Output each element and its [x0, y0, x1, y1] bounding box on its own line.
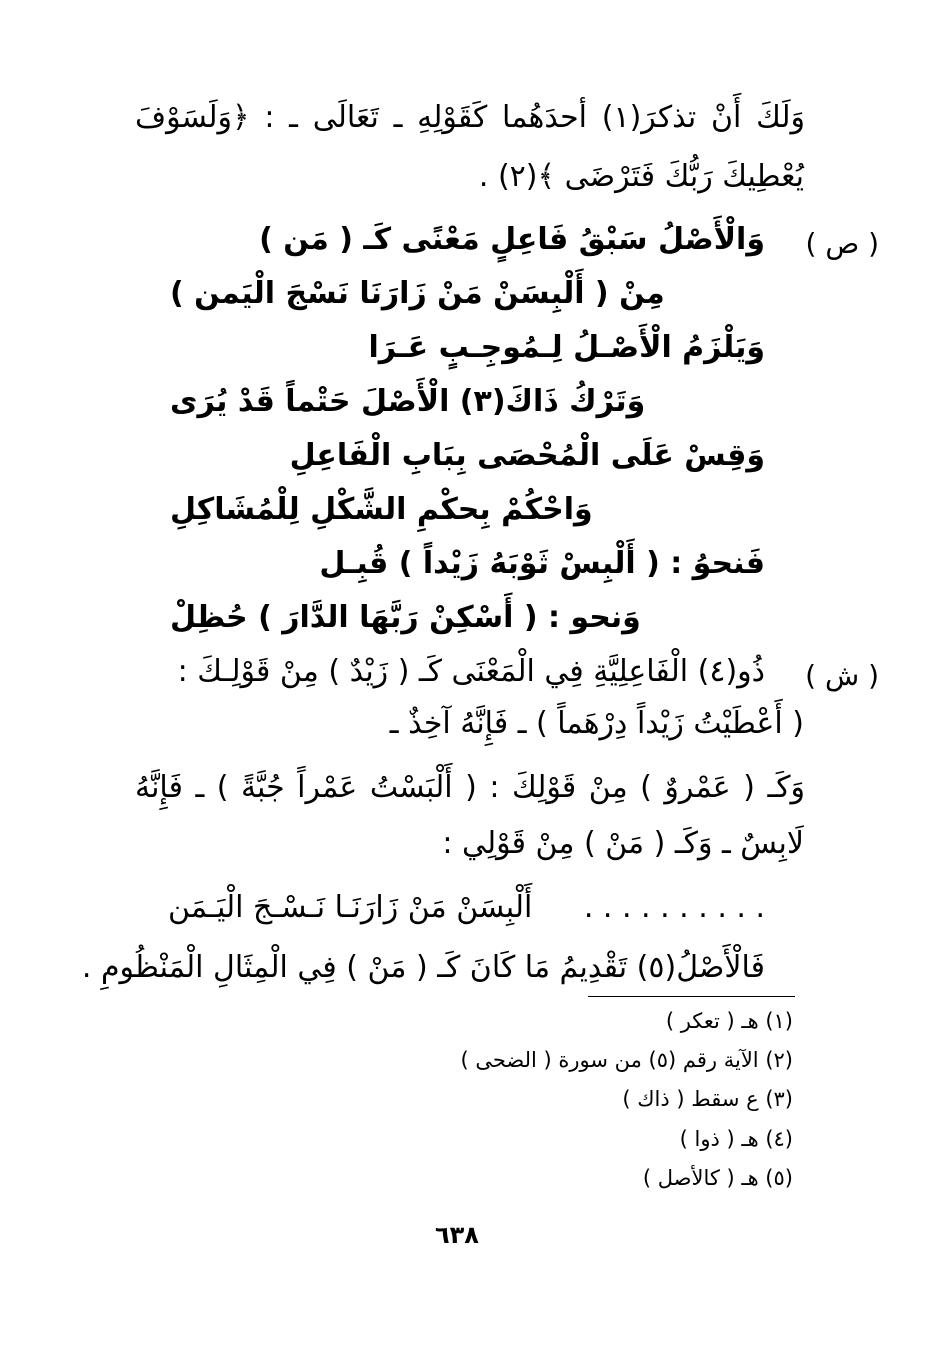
footnote-3: (٣) ع سقط ( ذاك ) [622, 1087, 793, 1111]
page-number: ٦٣٨ [435, 1221, 479, 1249]
intro-line-2: يُعْطِيكَ رَبُّكَ فَتَرْضَى ﴾(٢) . [478, 159, 804, 194]
verse-line-4: وَتَرْكُ ذَاكَ(٣) الْأَصْلَ حَتْماً قَدْ يُرَى [170, 384, 646, 419]
commentary-line-3: وَكَـ ( عَمْروٌ ) مِنْ قَوْلِكَ : ( أَلْبَسْتُ عَمْراً جُبَّةً ) ـ فَإِنَّهُ [135, 770, 805, 805]
verse-line-7: فَنحوُ : ( أَلْبِسْ ثَوْبَهُ زَيْداً ) قُبِـل [319, 546, 765, 581]
quoted-verse-ellipsis: . . . . . . . . . . [583, 890, 765, 925]
verse-line-8: وَنحو : ( أَسْكِنْ رَبَّهَا الدَّارَ ) حُظِلْ [170, 600, 641, 635]
verse-line-1: وَالْأَصْلُ سَبْقُ فَاعِلٍ مَعْنًى كَـ ( مَن ) [259, 222, 765, 257]
commentary-line-4: لَابِسٌ ـ وَكَـ ( مَنْ ) مِنْ قَوْلِي : [442, 826, 804, 861]
footnote-5: (٥) هـ ( كالأصل ) [642, 1166, 793, 1190]
verse-section-label: ( ص ) [805, 227, 879, 260]
quoted-verse-line: أَلْبِسَنْ مَنْ زَارَنَـا نَـسْـجَ الْيَـمَن [168, 890, 533, 925]
footnote-4: (٤) هـ ( ذوا ) [679, 1127, 793, 1151]
footnote-separator [588, 996, 795, 997]
footnote-2: (٢) الآية رقم (٥) من سورة ( الضحى ) [460, 1048, 793, 1072]
verse-line-6: وَاحْكُمْ بِحكْمِ الشَّكْلِ لِلْمُشَاكِلِ [170, 492, 593, 527]
commentary-line-5: فَالْأَصْلُ(٥) تَقْدِيمُ مَا كَانَ كَـ ( مَنْ ) فِي الْمِثَالِ الْمَنْظُومِ . [81, 950, 765, 985]
commentary-section-label: ( ش ) [805, 659, 879, 692]
verse-line-3: وَيَلْزَمُ الْأَصْـلُ لِـمُوجِـبٍ عَـرَا [368, 330, 765, 365]
commentary-line-2: ( أَعْطَيْتُ زَيْداً دِرْهَماً ) ـ فَإِنَّهُ آخِذٌ ـ [389, 706, 804, 741]
footnote-1: (١) هـ ( تعكر ) [665, 1009, 793, 1033]
verse-line-5: وَقِسْ عَلَى الْمُحْصَى بِبَابِ الْفَاعِلِ [289, 438, 765, 473]
commentary-line-1: ذُو(٤) الْفَاعِلِيَّةِ فِي الْمَعْنَى كَـ ( زَيْدٌ ) مِنْ قَوْلِـكَ : [177, 654, 765, 689]
verse-line-2: مِنْ ( أَلْبِسَنْ مَنْ زَارَنَا نَسْجَ الْيَمن ) [170, 276, 665, 311]
intro-line-1: وَلَكَ أَنْ تذكرَ(١) أحدَهُما كَقَوْلِهِ ـ تَعَالَى ـ : ﴿وَلَسَوْفَ [135, 100, 805, 135]
